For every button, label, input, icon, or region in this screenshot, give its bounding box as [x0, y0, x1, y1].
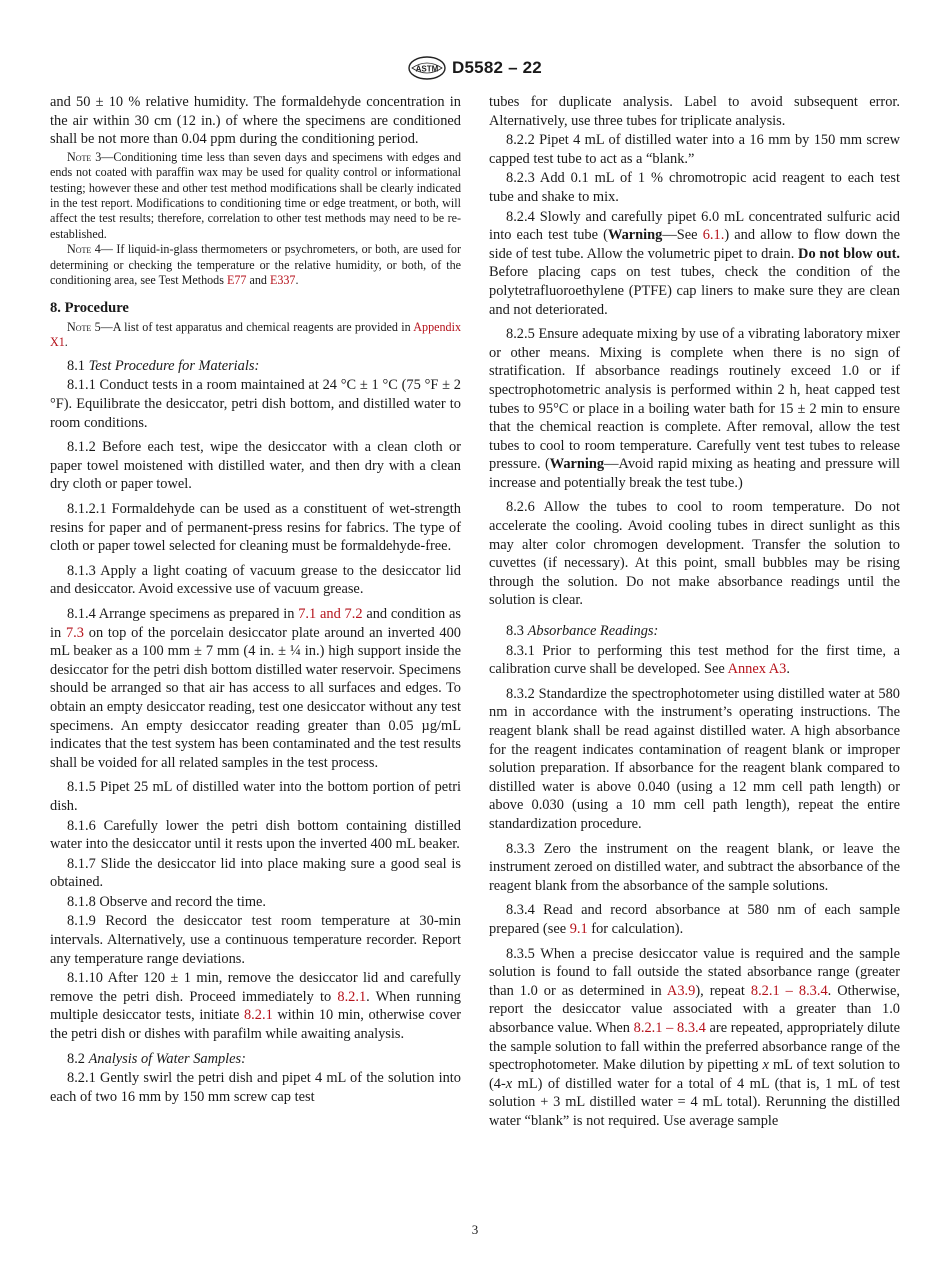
paragraph-8-2-1: 8.2.1 Gently swirl the petri dish and pipet 4 mL of the solution into each of two 16 mm by 150 mm screw cap test: [50, 1070, 461, 1105]
p834-b: for calculation).: [587, 920, 684, 937]
subsection-8-1: [50, 357, 461, 376]
link-7-3[interactable]: 7.3: [65, 624, 84, 641]
p825-a: 8.2.5 Ensure adequate mixing by use of a vibrating laboratory mixer or other means. Mixing is complete when there is no sign of stratification. If absorbance readings routinely exceed 1.0 or if spectrophotometric analysis is performed within 2 h, heat capped test tubes to 95°C or place in a boiling water bath for 15 ± 2 min to ensure that the chemical reaction is complete. After removal, allow the test tubes to cool to room temperature. Carefully vent test tubes to release pressure. (: [489, 326, 900, 473]
link-7-1-7-2[interactable]: 7.1 and 7.2: [298, 605, 363, 622]
p814-c: on top of the porcelain desiccator plate around an inverted 400 mL beaker as a 100 mm ± 7 mm (4 in. ± ¼ in.) high support inside the desiccator for the petri dish bottom distilled water reservoir. Specimens should be arranged so that air has access to all surfaces and edges. To obtain an empty desiccator reading, test one desiccator without any test specimens. An empty desiccator reading greater than 0.05 µg/mL indicates that the test system has been contaminated and the test results shall be voided for all related samples in the test process.: [50, 624, 462, 771]
paragraph-8-1-2-1: 8.1.2.1 Formaldehyde can be used as a constituent of wet-strength resins for paper and of permanent-press resins for fabrics. The type of cloth or paper towel selected for cleaning must be formaldehyde-free.: [50, 501, 461, 555]
paragraph-8-1-1: 8.1.1 Conduct tests in a room maintained at 24 °C ± 1 °C (75 °F ± 2 °F). Equilibrate the desiccator, petri dish bottom, and distilled water to room conditions.: [50, 377, 461, 431]
page-number: 3: [471, 1222, 479, 1237]
link-e77[interactable]: E77: [226, 273, 247, 288]
link-appendix-x1[interactable]: Appendix X1: [50, 320, 461, 350]
subsection-8-1-title: Test Procedure for Materials:: [88, 357, 260, 374]
p824-b: —See: [662, 227, 703, 244]
right-column: [489, 93, 900, 1131]
subsection-8-2: [50, 1050, 461, 1069]
subsection-8-3-number: 8.3: [506, 623, 528, 640]
link-8-2-1-b[interactable]: 8.2.1: [243, 1007, 273, 1024]
document-id: D5582 – 22: [452, 58, 542, 77]
logo-text: ASTM: [415, 64, 439, 74]
note-4-text-a: — If liquid-in-glass thermometers or psychrometers, or both, are used for determining or checking the temperature or the relative humidity, or both, of the conditioning area, see Test Methods: [50, 242, 461, 288]
p825-b: —Avoid rapid mixing as heating and pressure will increase and potentially break the test tube.): [489, 456, 900, 491]
left-column: [50, 93, 461, 1107]
p814-b: and condition as in: [50, 605, 461, 641]
paragraph-8-3-1: [489, 642, 900, 679]
link-9-1[interactable]: 9.1: [569, 920, 588, 937]
astm-logo-icon: [408, 56, 446, 80]
subsection-8-3: [489, 622, 900, 641]
link-8-2-1-8-3-4-a[interactable]: 8.2.1 – 8.3.4: [750, 982, 828, 999]
note-5: [50, 320, 461, 351]
paragraph-8-2-3: 8.2.3 Add 0.1 mL of 1 % chromotropic acid reagent to each test tube and shake to mix.: [489, 170, 900, 205]
link-8-2-1-8-3-4-b[interactable]: 8.2.1 – 8.3.4: [633, 1019, 706, 1036]
paragraph-8-1-3: 8.1.3 Apply a light coating of vacuum grease to the desiccator lid and desiccator. Avoid excessive use of vacuum grease.: [50, 562, 461, 598]
link-8-2-1-a[interactable]: 8.2.1: [337, 988, 367, 1005]
note-3-text: —Conditioning time less than seven days and specimens with edges and ends not coated with paraffin wax may be used for quality control or informational testing; however these and other test method modifications shall be clearly indicated in the test report. Modifications to conditioning time or edge treatment, or both, will affect the test results; therefore, correlation to other test methods may need to be re-established.: [50, 149, 461, 241]
paragraph-8-1-10: [50, 969, 461, 1043]
p824-d: Before placing caps on test tubes, check the condition of the polytetrafluoroethylene (PTFE) cap liners to make sure they are clean and not deteriorated.: [489, 264, 900, 318]
subsection-8-1-number: 8.1: [67, 357, 89, 374]
note-3: [50, 150, 461, 242]
paragraph-8-2-2: 8.2.2 Pipet 4 mL of distilled water into a 16 mm by 150 mm screw capped test tube to act as a “blank.”: [489, 132, 900, 167]
paragraph-intro: and 50 ± 10 % relative humidity. The formaldehyde concentration in the air within 30 cm (12 in.) of where the specimens are conditioned shall be not more than 0.04 ppm during the conditioning period.: [50, 94, 461, 148]
p835-e: mL of text solution to (4-: [489, 1057, 900, 1092]
p814-a: 8.1.4 Arrange specimens as prepared in: [67, 605, 299, 622]
section-heading-procedure: 8. Procedure: [50, 300, 129, 317]
var-x-1: x: [762, 1057, 769, 1074]
warning-label-2: Warning: [549, 456, 605, 473]
p835-f: mL) of distilled water for a total of 4 mL (that is, 1 mL of test solution + 3 mL distilled water = 4 mL total). Rerunning the distilled water “blank” is not required. Use average sample: [489, 1075, 900, 1129]
p824-c: ) and allow to flow down the side of test tube. Allow the volumetric pipet to drain.: [489, 227, 900, 262]
subsection-8-2-title: Analysis of Water Samples:: [88, 1050, 246, 1067]
warning-label: Warning: [607, 227, 663, 244]
note-5-tag: Note 5: [67, 320, 101, 335]
page-header: [0, 56, 950, 80]
note-4: [50, 242, 461, 288]
link-annex-a3[interactable]: Annex A3: [727, 661, 787, 678]
paragraph-8-2-6: 8.2.6 Allow the tubes to cool to room temperature. Do not accelerate the cooling. Avoid cooling tubes in direct sunlight as this may alter color chromogen development. Transfer the solution to cuvettes (if necessary). At this point, small bubbles may be rising through the solution. Do not make absorbance readings until the solution is clear.: [489, 499, 900, 609]
paragraph-8-1-6: 8.1.6 Carefully lower the petri dish bottom containing distilled water into the desiccator until it rests upon the inverted 400 mL beaker.: [50, 817, 461, 853]
p8110-a: 8.1.10 After 120 ± 1 min, remove the desiccator lid and carefully remove the petri dish. Proceed immediately to: [50, 970, 461, 1005]
paragraph-8-1-5: 8.1.5 Pipet 25 mL of distilled water into the bottom portion of petri dish.: [50, 779, 461, 814]
paragraph-continued: tubes for duplicate analysis. Label to avoid subsequent error. Alternatively, use three tubes for triplicate analysis.: [489, 94, 900, 129]
do-not-blow-out: Do not blow out.: [798, 245, 900, 262]
p835-a: 8.3.5 When a precise desiccator value is required and the sample solution is found to fall outside the stated absorbance range (greater than 1.0 or as determined in: [489, 945, 900, 999]
paragraph-8-3-2: 8.3.2 Standardize the spectrophotometer using distilled water at 580 nm in accordance with the instrument’s operating instructions. The reagent blank shall be read against distilled water. A high absorbance for the reagent indicates contamination of reagent blank or improper solution preparation. If absorbance for the reagent blank compared to distilled water is above 0.040 (using a 12 mm cell path length) or above 0.030 (using a 10 mm cell path length), repeat the entire standardization procedure.: [489, 685, 900, 832]
p835-d: are repeated, appropriately dilute the sample solution to fall within the preferred absorbance range of the spectrophotometer. Make dilution by pipetting: [489, 1019, 900, 1074]
p824-a: 8.2.4 Slowly and carefully pipet 6.0 mL concentrated sulfuric acid into each test tube (: [489, 208, 900, 244]
note-5-text-b: .: [64, 335, 68, 350]
paragraph-8-3-4: [489, 901, 900, 938]
note-3-tag: Note 3: [67, 149, 102, 164]
paragraph-8-1-7: 8.1.7 Slide the desiccator lid into place making sure a good seal is obtained.: [50, 855, 461, 891]
paragraph-8-2-5: [489, 325, 900, 492]
var-x-2: x: [505, 1075, 513, 1092]
paragraph-8-1-9: 8.1.9 Record the desiccator test room temperature at 30-min intervals. Alternatively, use a continuous temperature recorder. Report any temperature range deviations.: [50, 913, 461, 967]
p8110-c: within 10 min, otherwise cover the petri dish or dishes with parafilm while awaiting analysis.: [50, 1007, 462, 1043]
paragraph-8-1-8: 8.1.8 Observe and record the time.: [67, 893, 267, 910]
p834-a: 8.3.4 Read and record absorbance at 580 nm of each sample prepared (see: [489, 902, 900, 937]
p835-b: ), repeat: [695, 982, 751, 999]
paragraph-8-3-3: 8.3.3 Zero the instrument on the reagent blank, or leave the instrument zeroed on distilled water, and subtract the absorbance of the reagent blank from the absorbance of the sample solutions.: [489, 840, 900, 894]
subsection-8-3-title: Absorbance Readings:: [527, 623, 659, 640]
link-e337[interactable]: E337: [269, 273, 296, 288]
paragraph-8-1-4: [50, 605, 461, 772]
note-5-text-a: —A list of test apparatus and chemical reagents are provided in: [100, 320, 414, 335]
note-4-tag: Note 4: [67, 242, 101, 257]
p8110-b: . When running multiple desiccator tests, initiate: [50, 988, 461, 1024]
p831-a: 8.3.1 Prior to performing this test method for the first time, a calibration curve shall be developed. See: [489, 642, 900, 678]
paragraph-8-2-4: [489, 208, 900, 320]
paragraph-8-1-2: 8.1.2 Before each test, wipe the desiccator with a clean cloth or paper towel moistened with distilled water, and then dry with a clean dry cloth or paper towel.: [50, 439, 461, 493]
p831-b: .: [786, 661, 790, 678]
note-4-text-b: and: [246, 273, 270, 288]
link-a3-9[interactable]: A3.9: [666, 982, 696, 999]
link-6-1[interactable]: 6.1.: [702, 227, 725, 244]
paragraph-8-3-5: [489, 945, 900, 1131]
note-4-text-c: .: [295, 273, 299, 288]
subsection-8-2-number: 8.2: [67, 1050, 89, 1067]
p835-c: . Otherwise, report the desiccator value associated with a greater than 1.0 absorbance value. When: [489, 982, 901, 1036]
